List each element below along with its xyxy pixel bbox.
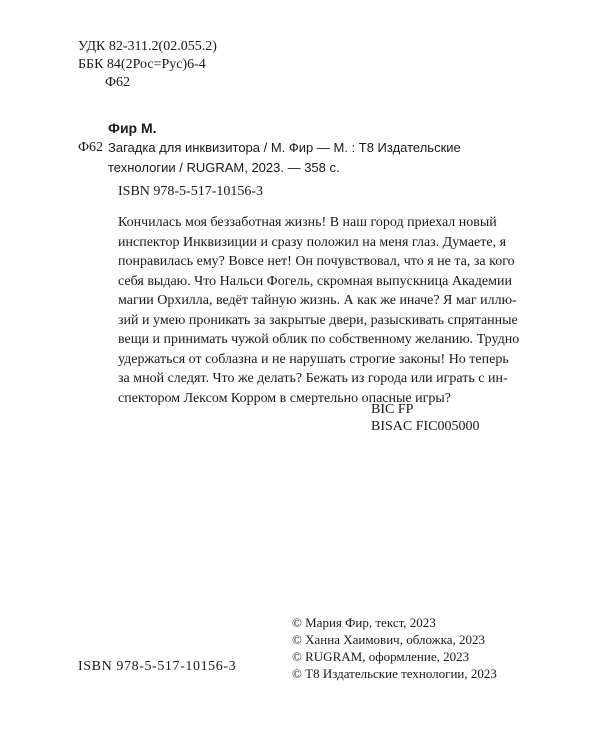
biblio-line: Загадка для инквизитора / М. Фир — М. : Т8 Издательские: [108, 140, 461, 155]
author-mark-code: Ф62: [105, 75, 131, 90]
udk-code: УДК 82-311.2(02.055.2): [78, 39, 217, 54]
copyright-line: © Ханна Хаимович, обложка, 2023: [292, 632, 486, 647]
copyright-line: © RUGRAM, оформление, 2023: [292, 649, 470, 664]
author-name: Фир М.: [108, 120, 157, 136]
annotation-line: спектором Лексом Корром в смертельно опасные игры?: [118, 390, 451, 406]
isbn: ISBN 978-5-517-10156-3: [118, 184, 264, 199]
annotation-line: понравилась ему? Вовсе нет! Он почувствовал, что я не та, за кого: [118, 254, 515, 269]
annotation-line: зий и умею проникать за закрытые двери, разыскивать спрятанные: [118, 312, 518, 328]
bisac-code: BISAC FIC005000: [371, 419, 480, 434]
annotation-line: магии Орхилла, ведёт тайную жизнь. А как же иначе? Я маг иллю-: [118, 293, 517, 308]
annotation-line: за мной следят. Что же делать? Бежать из города или играть с ин-: [118, 371, 508, 386]
biblio-line: технологии / RUGRAM, 2023. — 358 с.: [108, 160, 340, 175]
annotation-line: себя выдаю. Что Нальси Фогель, скромная выпускница Академии: [118, 273, 512, 289]
annotation-paragraph: [118, 213, 538, 408]
copyright-line: © Т8 Издательские технологии, 2023: [292, 666, 497, 681]
annotation-line: Кончилась моя беззаботная жизнь! В наш город приехал новый: [118, 215, 497, 230]
annotation-line: вещи и принимать чужой облик по собственному желанию. Трудно: [118, 332, 520, 347]
bbk-code: ББК 84(2Рос=Рус)6-4: [78, 57, 206, 72]
copyright-block: [292, 614, 497, 682]
isbn-footer: ISBN 978-5-517-10156-3: [78, 659, 237, 674]
bic-code: BIC FP: [371, 402, 414, 417]
annotation-line: инспектор Инквизиции и сразу положил на меня глаз. Думаете, я: [118, 234, 507, 250]
copyright-line: © Мария Фир, текст, 2023: [292, 615, 436, 630]
author-mark-code-left: Ф62: [78, 140, 104, 155]
annotation-line: удержаться от соблазна и не нарушать строгие законы! Но теперь: [118, 351, 509, 367]
bibliographic-description: [108, 138, 528, 178]
